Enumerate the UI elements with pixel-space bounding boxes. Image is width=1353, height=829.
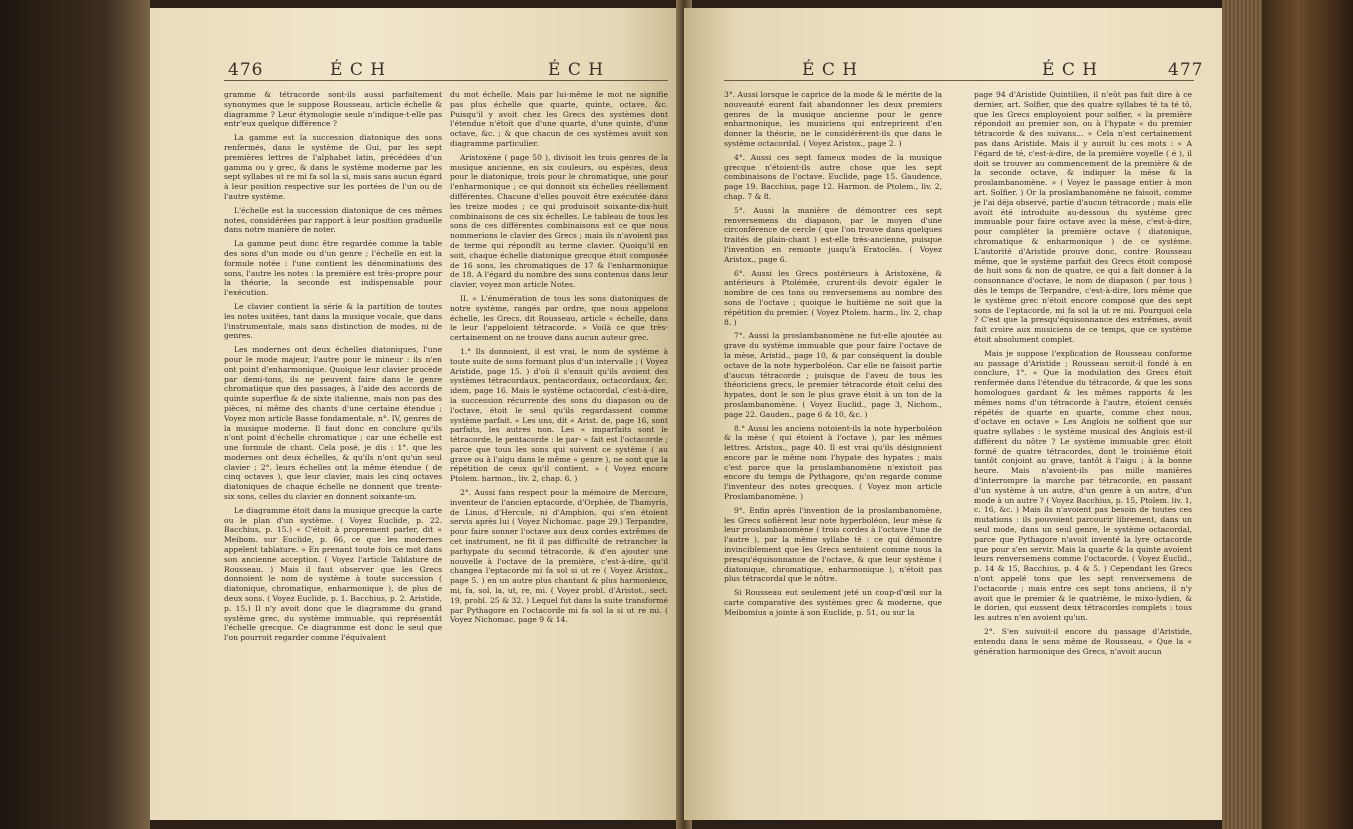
paragraph: 3°. Aussi lorsque le caprice de la mode & le mérite de la nouveauté eurent fait abandonner les deux premiers genres de la musique ancienne pour le genre enharmonique, les musiciens qui entreprirent d'en donner la théorie, ne le considérèrent-ils que dans le système octacordal. ( Voyez Aristox., page 2. ) bbox=[724, 90, 942, 148]
paragraph: Les modernes ont deux échelles diatoniques, l'une pour le mode majeur, l'autre pour le mineur : ils n'en ont point d'enharmonique. Quoique leur clavier procède par demi-tons, ils ne peuvent faire dans le genre chromatique que des passages, à l'aide des accords de quinte superflue & de sixte italienne, mais non pas des pièces, ni même des chants d'une certaine étendue ; Voyez mon article Basse fondamentale, n°. IV, genres de la musique moderne. Il faut donc en conclure qu'ils n'ont point d'échelle chromatique ; car une échelle est une formule de chant. Cela posé, je dis : 1°. que les modernes ont deux échelles, & qu'ils n'ont qu'un seul clavier ; 2°. leurs échelles ont la même étendue ( de cinq octaves ), que leur clavier, mais les cinq octaves diatoniques de chaque échelle ne donnent que trente-six sons, celles du clavier en donnent soixante-un. bbox=[224, 345, 442, 502]
left-book-edge bbox=[0, 0, 150, 829]
paragraph: gramme & tétracorde sont-ils aussi parfaitement synonymes que le suppose Rousseau, article échelle & diagramme ? Leur étymologie seule n'indique-t-elle pas entr'eux quelque différence ? bbox=[224, 90, 442, 129]
paragraph: 8.° Aussi les anciens notoient-ils la note hyperboléon & la mèse ( qui étoient à l'octave ), par les mêmes lettres. Aristox., page 40. Il est vrai qu'ils désignoient encore par le même nom l'hypate des hypates ; mais c'est parce que la proslambanomène n'existoit pas encore du temps de Pythagore, qu'on regarde comme l'inventeur des notes grecques. ( Voyez mon article Proslambanomène. ) bbox=[724, 423, 942, 502]
paragraph: Le diagramme étoit dans la musique grecque la carte ou le plan d'un système. ( Voyez Euclide, p. 22. Bacchius, p. 15.) « C'étoit à proprement parler, dit « Meibom. sur Euclide, p. 66, ce que les modernes appelent tablature. » En prenant toute fois ce mot dans son ancienne acception. ( Voyez l'article Tablature de Rousseau. ) Mais il faut observer que les Grecs donnoient le nom de système à toute succession ( diatonique, chromatique, enharmonique ), de plus de deux sons. ( Voyez Euclide, p. 1. Bacchius, p. 2. Aristide, p. 15.) Il n'y avoit donc que le diagramme du grand système grec, du système immuable, qui représentât l'échelle grecque. Ce diagramme est donc le seul que l'on pourroit regarder comme l'équivalent bbox=[224, 505, 442, 643]
right-column-1 bbox=[724, 90, 942, 622]
left-running-head-2: É C H bbox=[548, 60, 605, 80]
paragraph: L'échelle est la succession diatonique de ces mêmes notes, considérées par rapport à leur position graduelle dans notre manière de noter. bbox=[224, 205, 442, 235]
paragraph: page 94 d'Aristide Quintilien, il n'eût pas fait dire à ce dernier, art. Solfier, que des quatre syllabes té ta té tô, que les Grecs employoient pour solfier, « la première répondoit au premier son, ou à l'hypate « du premier tétracorde & des suivans... » Cela n'est certainement pas dans Aristide. Mais il y auroit lu ces mots : « A l'égard de té, c'est-à-dire, de la première voyelle ( é ), il doit se trouver au commencement de la première & de la seconde octave, & indiquer la mèse & la proslambanomène. » ( Voyez le passage entier à mon art. Solfier. ) Or la proslambanomène ne faisoit, comme je l'ai déja observé, partie d'aucun tétracorde ; mais elle avoit été introduite au-dessous du système grec immuable pour faire octave avec la mèse, c'est-à-dire, pour compléter la première octave ( diatonique, chromatique & enharmonique ) de ce système. L'autorité d'Aristide prouve donc, contre Rousseau même, que le système parfait des Grecs étoit composé de huit sons & non de quatre, ce qui a fait donner à la consonnance d'octave, le nom de diapason ( par tous ) dès le temps de Terpandre, c'est-à-dire, lors même que le système grec n'étoit encore composé que des sept sons de l'eptacorde, mi fa sol la ut re mi. Pourquoi cela ? C'est que la presqu'équisonnance des extrêmes, avoit fait croire aux musiciens de ce temps, que ce système étoit absolument complet. bbox=[974, 90, 1192, 344]
paragraph: La gamme est la succession diatonique des sons renfermés, dans le système de Gui, par les sept premières lettres de l'alphabet latin, précédées d'un gamma ou γ grec, & dans le système moderne par les sept syllabes ut re mi fa sol la si, mais sans aucun égard à leur position respective sur les portées de l'un ou de l'autre système. bbox=[224, 133, 442, 201]
left-header-rule bbox=[224, 80, 668, 81]
left-page-number: 476 bbox=[228, 60, 264, 80]
right-book-edge bbox=[1222, 0, 1353, 829]
book-spine bbox=[1262, 0, 1353, 829]
right-running-head-1: É C H bbox=[802, 60, 859, 80]
paragraph: 1.° Ils donnoient, il est vrai, le nom de système à toute suite de sons formant plus d'un intervalle ; ( Voyez Aristide, page 15. ) d'où il s'ensuit qu'ils avoient des systèmes tétracordaux, pentacordaux, octacordaux, &c. idem, page 16. Mais le système octacordal, c'est-à-dire, la succession récurrente des sons du diapason ou de l'octave, étoit le seul qu'ils regardassent comme système parfait. « Les uns, dit « Arist. de, page 16, sont parfaits, les autres non. Les « imparfaits sont le tétracorde, le pentacorde : le par- « fait est l'octacorde ; parce que tous les sons qui suivent ce système ( au grave ou à l'aigu dans le même « genre ), ne sont que la répétition de ceux qu'il contient. » ( Voyez encore Ptolem. harmon., liv. 2, chap. 6. ) bbox=[450, 346, 668, 484]
paragraph: Si Rousseau eut seulement jeté un coup-d'œil sur la carte comparative des systèmes grec & moderne, que Meibomius a jointe à son Euclide, p. 51, ou sur la bbox=[724, 588, 942, 617]
right-running-head-2: É C H bbox=[1042, 60, 1099, 80]
paragraph: II. « L'énumération de tous les sons diatoniques de notre système, rangés par ordre, que nous appelons échelle, les Grecs, dit Rousseau, article « échelle, dans le leur l'appeloient tétracorde. » Voilà ce que très-certainement on ne trouve dans aucun auteur grec. bbox=[450, 293, 668, 343]
paragraph: 2°. Aussi fans respect pour la mémoire de Mercure, inventeur de l'ancien eptacorde, d'Orphée, de Thamyris, de Linus, d'Hercule, ni d'Amphion, qui s'en étoient servis après lui ( Voyez Nichomac. page 29.) Terpandre, pour faire sonner l'octave aux deux cordes extrêmes de cet instrument, ne fit il pas difficulté de retrancher la parhypate du second tétracorde, & d'en ajouter une nouvelle à l'octave de la première, c'est-à-dire, qu'il changea l'eptacorde mi fa sol si ut re ( Voyez Aristox., page 5. ) en un autre plus chantant & plus harmonieux, mi, fa, sol, la, ut, re, mi. ( Voyez probl. d'Aristot., sect. 19, probl. 25 & 32. ) Lequel fut dans la suite transformé par Pythagore en l'octacorde mi fa sol la si ut re mi. ( Voyez Nichomac. page 9 & 14. bbox=[450, 488, 668, 625]
right-header-rule bbox=[724, 80, 1194, 81]
paragraph: du mot échelle. Mais par lui-même le mot ne signifie pas plus échelle que quarte, quinte, octave, &c. Puisqu'il y avoit chez les Grecs des systèmes dont l'étendue n'étoit que d'une quarte, d'une quinte, d'une octave, &c. ; & que chacun de ces systèmes avoit son diagramme particulier. bbox=[450, 90, 668, 148]
paragraph: 9°. Enfin après l'invention de la proslambanomène, les Grecs sofièrent leur note hyperboléon, leur mèse & leur proslambanomène ( trois cordes à l'octave l'une de l'autre ), par la même syllabe té : ce qui démontre invinciblement que les Grecs sentoient comme nous la presqu'équisonnance de l'octave, & que leur système ( diatonique, chromatique, enharmonique ), n'étoit pas plus tétracordal que le nôtre. bbox=[724, 505, 942, 584]
paragraph: 7°. Aussi la proslambanomène ne fut-elle ajoutée au grave du système immuable que pour faire l'octave de la mèse, Aristid., page 10, & par conséquent la double octave de la note hyperboléon. Car elle ne faisoit partie d'aucun tétracorde ; puisque de l'aveu de tous les théoriciens grecs, le premier tétracorde étoit celui des hypates, dont le son le plus grave étoit à un ton de la proslambanomène. ( Voyez Euclid., page 3, Nichom., page 22. Gauden., page 6 & 10, &c. ) bbox=[724, 331, 942, 419]
paragraph: 6°. Aussi les Grecs postérieurs à Aristoxène, & antérieurs à Ptolémée, crurent-ils devoir égaler le nombre de ces tons ou renversemens au nombre des sons de l'octave ; quoique le huitième ne soit que la répétition du premier. ( Voyez Ptolem. harm., liv. 2, chap 8. ) bbox=[724, 268, 942, 327]
paragraph: 2°. S'en suivoit-il encore du passage d'Aristide, entendu dans le sens même de Rousseau, « Que la « génération harmonique des Grecs, n'avoit aucun bbox=[974, 627, 1192, 656]
right-column-2 bbox=[974, 90, 1192, 660]
paragraph: Aristoxène ( page 50 ), divisoit les trois genres de la musique ancienne, en six couleurs, ou espèces, deux pour le diatonique, trois pour le chromatique, une pour l'enharmonique ; ce qui donnoit six échelles réellement différentes. Chacune d'elles pouvoit être exécutée dans les treize modes ; ce qui produisoit soixante-dix-huit combinaisons de ces six échelles. Le tableau de tous les sons de ces différentes combinaisons est ce que nous nommerions le clavier des Grecs ; mais ils n'avoient pas de terme qui répondît au terme clavier. Quoiqu'il en soit, chaque échelle diatonique grecque étoit composée de 16 sons, les chromatiques de 17 & l'enharmonique de 18. A l'égard du nombre des sons contenus dans leur clavier, voyez mon article Notes. bbox=[450, 152, 668, 290]
left-column-1 bbox=[224, 90, 442, 647]
paragraph: 4°. Aussi ces sept fameux modes de la musique grecque n'étoient-ils autre chose que les sept combinaisons de l'octave. Euclide, page 15. Gaudence, page 19. Bacchius, page 12. Harmon. de Ptolem., liv. 2, chap. 7 & 8. bbox=[724, 152, 942, 201]
left-column-2 bbox=[450, 90, 668, 629]
paragraph: Mais je suppose l'explication de Rousseau conforme au passage d'Aristide ; Rousseau seroit-il fondé à en conclure, 1°. « Que la modulation des Grecs étoit renfermée dans l'étendue du tétracorde, & que les sons homologues gardant & les mêmes rapports & les mêmes noms d'un tétracorde à l'autre, étoient censés répétés de quarte en quarte, comme chez nous, d'octave en octave » Les Anglois ne solfient que sur quatre syllabes : le système musical des Anglois est-il différent du nôtre ? Le système immuable grec étoit formé de quatre tétracordes, dont le troisième étoit tantôt conjoint au grave, tantôt à l'aigu ; à la bonne heure. Mais n'avoient-ils pas mille manières d'interrompre la marche par tétracorde, en passant d'un système à un autre, d'un genre à un autre, d'un mode à un autre ? ( Voyez Bacchius, p. 15, Ptolem. liv. 1, c. 16, &c. ) Mais ils n'avoient pas besoin de toutes ces mutations : ils pouvoient parcourir librement, dans un seul mode, dans un seul genre, le système octacordal, parce que Pythagore n'avoit inventé la lyre octacorde que pour s'en servir. Mais la quarte & la quinte avoient leurs renversemens comme l'octacorde. ( Voyez Euclid., p. 14 & 15, Bacchius, p. 4 & 5. ) Cependant les Grecs n'ont appelé tons que les sept renversemens de l'octacorde ; mais entre ces sept tons anciens, il n'y avoit que le premier & le quatrième, le mixo-lydien, & le dorien, qui eussent deux tétracordes complets : tous les autres n'en avoient qu'un. bbox=[974, 348, 1192, 623]
paragraph: La gamme peut donc être regardée comme la table des sons d'un mode ou d'un genre ; l'échelle en est la formule notée : l'une contient les dénominations des sons, l'autre les notes : la première est très-propre pour la théorie, la seconde est indispensable pour l'exécution. bbox=[224, 239, 442, 298]
paragraph: Le clavier contient la série & la partition de toutes les notes usitées, tant dans la musique vocale, que dans l'instrumentale, mais sans distinction de modes, ni de genres. bbox=[224, 301, 442, 341]
right-page bbox=[684, 8, 1222, 820]
right-page-number: 477 bbox=[1168, 60, 1204, 80]
left-running-head-1: É C H bbox=[330, 60, 387, 80]
paragraph: 5°. Aussi la manière de démontrer ces sept renversemens du diapason, par le moyen d'une circonférence de cercle ( que l'on trouve dans quelques traités de plain-chant ) est-elle très-ancienne, puisque l'invention en remonte jusqu'à Eratoclès. ( Voyez Aristox., page 6. bbox=[724, 205, 942, 264]
left-page bbox=[150, 8, 682, 820]
